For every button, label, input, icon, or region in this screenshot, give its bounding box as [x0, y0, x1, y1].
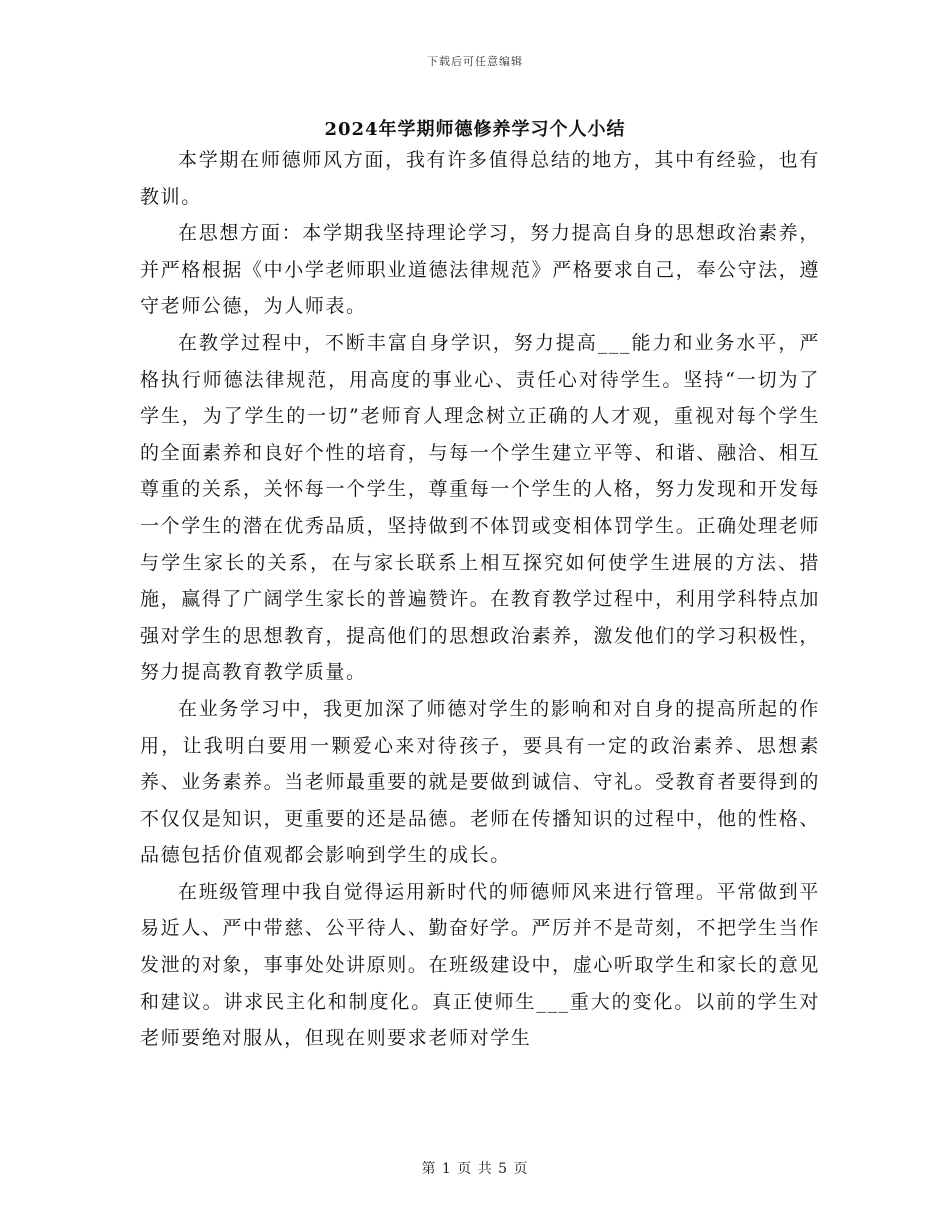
- paragraph-teaching: 在教学过程中，不断丰富自身学识，努力提高___能力和业务水平，严格执行师德法律规范，用高度的事业心、责任心对待学生。坚持“一切为了学生，为了学生的一切”老师育人理念树立正确的人才观，重视对每个学生的全面素养和良好个性的培育，与每一个学生建立平等、和谐、融洽、相互尊重的关系，关怀每一个学生，尊重每一个学生的人格，努力发现和开发每一个学生的潜在优秀品质，坚持做到不体罚或变相体罚学生。正确处理老师与学生家长的关系，在与家长联系上相互探究如何使学生进展的方法、措施，赢得了广阔学生家长的普遍赞许。在教育教学过程中，利用学科特点加强对学生的思想教育，提高他们的思想政治素养，激发他们的学习积极性，努力提高教育教学质量。: [140, 331, 820, 684]
- document-body: [140, 142, 820, 1057]
- document-title: 2024年学期师德修养学习个人小结: [324, 119, 626, 140]
- paragraph-study: 在业务学习中，我更加深了师德对学生的影响和对自身的提高所起的作用，让我明白要用一颗爱心来对待孩子，要具有一定的政治素养、思想素养、业务素养。当老师最重要的就是要做到诚信、守礼。受教育者要得到的不仅仅是知识，更重要的还是品德。老师在传播知识的过程中，他的性格、品德包括价值观都会影响到学生的成长。: [140, 697, 820, 867]
- paragraph-thought: 在思想方面：本学期我坚持理论学习，努力提高自身的思想政治素养，并严格根据《中小学老师职业道德法律规范》严格要求自己，奉公守法，遵守老师公德，为人师表。: [140, 222, 820, 318]
- paragraph-class-management: 在班级管理中我自觉得运用新时代的师德师风来进行管理。平常做到平易近人、严中带慈、公平待人、勤奋好学。严厉并不是苛刻，不把学生当作发泄的对象，事事处处讲原则。在班级建设中，虚心听取学生和家长的意见和建议。讲求民主化和制度化。真正使师生___重大的变化。以前的学生对老师要绝对服从，但现在则要求老师对学生: [140, 880, 820, 1050]
- page-header-note: 下载后可任意编辑: [427, 55, 523, 68]
- page-number: 第 1 页 共 5 页: [421, 1161, 529, 1177]
- paragraph-intro: 本学期在师德师风方面，我有许多值得总结的地方，其中有经验，也有教训。: [140, 149, 820, 208]
